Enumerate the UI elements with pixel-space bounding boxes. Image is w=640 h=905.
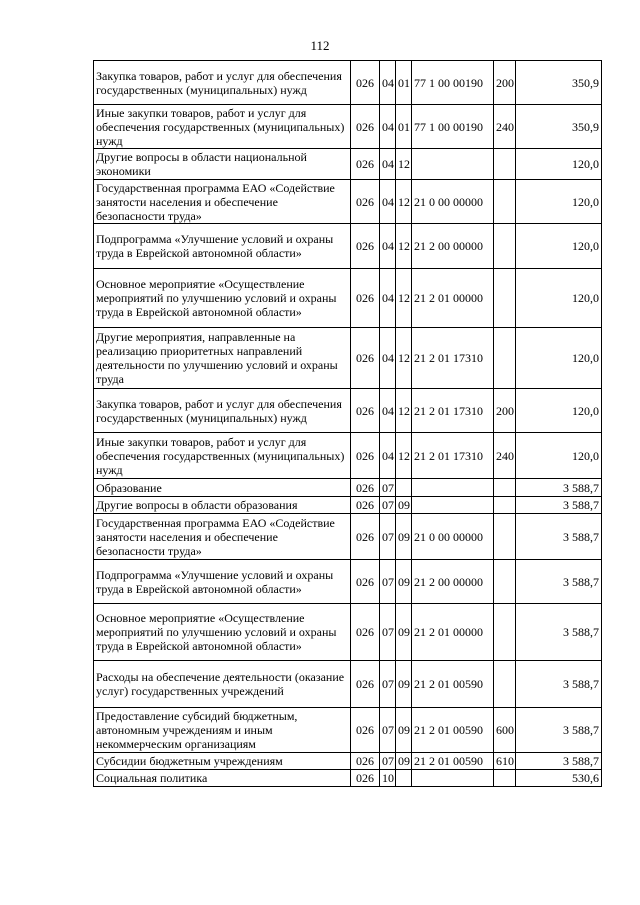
amount-value: 3 588,7 [516,479,602,497]
expense-type-code: 240 [494,105,516,149]
section-code: 07 [380,708,396,753]
page-number: 112 [310,38,330,53]
table-row [94,514,602,560]
item-name: Иные закупки товаров, работ и услуг для обеспечения государственных (муниципальных) нужд [94,433,351,479]
amount-value: 530,6 [516,770,602,787]
table-row [94,328,602,389]
ministry-code: 026 [351,661,380,708]
amount-value: 120,0 [516,328,602,389]
table-row [94,61,602,105]
item-name: Основное мероприятие «Осуществление мероприятий по улучшению условий и охраны труда в Еврейской автономной области» [94,604,351,661]
subsection-code: 09 [396,604,412,661]
table-row [94,433,602,479]
target-article-code: 21 2 01 00590 [412,708,494,753]
amount-value: 3 588,7 [516,604,602,661]
subsection-code: 12 [396,433,412,479]
table-row [94,604,602,661]
ministry-code: 026 [351,269,380,328]
section-code: 07 [380,753,396,770]
amount-value: 120,0 [516,269,602,328]
amount-value: 3 588,7 [516,560,602,604]
subsection-code: 01 [396,61,412,105]
section-code: 04 [380,389,396,433]
subsection-code: 12 [396,224,412,269]
ministry-code: 026 [351,497,380,514]
item-name: Государственная программа ЕАО «Содействие занятости населения и обеспечение безопасности труда» [94,514,351,560]
subsection-code: 12 [396,180,412,224]
item-name: Другие вопросы в области образования [94,497,351,514]
target-article-code: 21 2 01 17310 [412,433,494,479]
section-code: 04 [380,180,396,224]
budget-table [93,60,602,787]
amount-value: 3 588,7 [516,497,602,514]
subsection-code: 01 [396,105,412,149]
table-row [94,753,602,770]
section-code: 07 [380,497,396,514]
subsection-code: 09 [396,753,412,770]
target-article-code [412,479,494,497]
subsection-code: 12 [396,328,412,389]
target-article-code: 77 1 00 00190 [412,105,494,149]
ministry-code: 026 [351,105,380,149]
section-code: 04 [380,105,396,149]
target-article-code [412,149,494,180]
table-row [94,497,602,514]
expense-type-code [494,180,516,224]
amount-value: 3 588,7 [516,708,602,753]
amount-value: 120,0 [516,149,602,180]
amount-value: 3 588,7 [516,514,602,560]
target-article-code [412,497,494,514]
subsection-code: 09 [396,497,412,514]
ministry-code: 026 [351,479,380,497]
subsection-code: 12 [396,389,412,433]
subsection-code: 09 [396,708,412,753]
target-article-code: 77 1 00 00190 [412,61,494,105]
amount-value: 350,9 [516,61,602,105]
table-row [94,149,602,180]
target-article-code: 21 2 01 00590 [412,753,494,770]
item-name: Образование [94,479,351,497]
table-row [94,389,602,433]
item-name: Субсидии бюджетным учреждениям [94,753,351,770]
target-article-code: 21 0 00 00000 [412,180,494,224]
table-row [94,224,602,269]
section-code: 07 [380,661,396,708]
ministry-code: 026 [351,514,380,560]
item-name: Расходы на обеспечение деятельности (оказание услуг) государственных учреждений [94,661,351,708]
table-row [94,479,602,497]
expense-type-code: 200 [494,61,516,105]
expense-type-code [494,560,516,604]
item-name: Социальная политика [94,770,351,787]
table-row [94,180,602,224]
target-article-code: 21 2 01 17310 [412,328,494,389]
ministry-code: 026 [351,770,380,787]
table-row [94,105,602,149]
expense-type-code [494,479,516,497]
subsection-code: 12 [396,269,412,328]
target-article-code: 21 2 01 00000 [412,604,494,661]
item-name: Государственная программа ЕАО «Содействие занятости населения и обеспечение безопасности труда» [94,180,351,224]
table-row [94,708,602,753]
expense-type-code [494,770,516,787]
amount-value: 120,0 [516,224,602,269]
expense-type-code [494,661,516,708]
item-name: Основное мероприятие «Осуществление мероприятий по улучшению условий и охраны труда в Еврейской автономной области» [94,269,351,328]
item-name: Закупка товаров, работ и услуг для обеспечения государственных (муниципальных) нужд [94,61,351,105]
target-article-code: 21 2 00 00000 [412,224,494,269]
section-code: 04 [380,433,396,479]
ministry-code: 026 [351,560,380,604]
expense-type-code: 200 [494,389,516,433]
expense-type-code [494,604,516,661]
target-article-code: 21 0 00 00000 [412,514,494,560]
amount-value: 3 588,7 [516,753,602,770]
target-article-code: 21 2 01 00000 [412,269,494,328]
subsection-code [396,770,412,787]
expense-type-code [494,269,516,328]
section-code: 04 [380,269,396,328]
section-code: 10 [380,770,396,787]
table-row [94,661,602,708]
amount-value: 120,0 [516,389,602,433]
ministry-code: 026 [351,433,380,479]
table-row [94,269,602,328]
item-name: Подпрограмма «Улучшение условий и охраны труда в Еврейской автономной области» [94,224,351,269]
section-code: 07 [380,604,396,661]
expense-type-code [494,514,516,560]
ministry-code: 026 [351,389,380,433]
ministry-code: 026 [351,753,380,770]
table-row [94,560,602,604]
expense-type-code: 610 [494,753,516,770]
ministry-code: 026 [351,328,380,389]
ministry-code: 026 [351,180,380,224]
target-article-code [412,770,494,787]
section-code: 07 [380,514,396,560]
expense-type-code [494,328,516,389]
subsection-code: 09 [396,514,412,560]
target-article-code: 21 2 01 17310 [412,389,494,433]
expense-type-code [494,224,516,269]
amount-value: 350,9 [516,105,602,149]
subsection-code: 12 [396,149,412,180]
amount-value: 120,0 [516,433,602,479]
amount-value: 120,0 [516,180,602,224]
expense-type-code [494,149,516,180]
target-article-code: 21 2 01 00590 [412,661,494,708]
ministry-code: 026 [351,61,380,105]
section-code: 04 [380,149,396,180]
ministry-code: 026 [351,708,380,753]
item-name: Закупка товаров, работ и услуг для обеспечения государственных (муниципальных) нужд [94,389,351,433]
ministry-code: 026 [351,224,380,269]
ministry-code: 026 [351,149,380,180]
target-article-code: 21 2 00 00000 [412,560,494,604]
section-code: 07 [380,479,396,497]
section-code: 04 [380,224,396,269]
table-row [94,770,602,787]
item-name: Иные закупки товаров, работ и услуг для обеспечения государственных (муниципальных) нужд [94,105,351,149]
amount-value: 3 588,7 [516,661,602,708]
expense-type-code: 240 [494,433,516,479]
subsection-code: 09 [396,661,412,708]
expense-type-code: 600 [494,708,516,753]
subsection-code: 09 [396,560,412,604]
expense-type-code [494,497,516,514]
section-code: 04 [380,328,396,389]
item-name: Другие вопросы в области национальной экономики [94,149,351,180]
item-name: Подпрограмма «Улучшение условий и охраны труда в Еврейской автономной области» [94,560,351,604]
ministry-code: 026 [351,604,380,661]
section-code: 04 [380,61,396,105]
subsection-code [396,479,412,497]
section-code: 07 [380,560,396,604]
item-name: Другие мероприятия, направленные на реализацию приоритетных направлений деятельности по улучшению условий и охраны труда [94,328,351,389]
item-name: Предоставление субсидий бюджетным, автономным учреждениям и иным некоммерческим организациям [94,708,351,753]
table-body [94,61,602,787]
